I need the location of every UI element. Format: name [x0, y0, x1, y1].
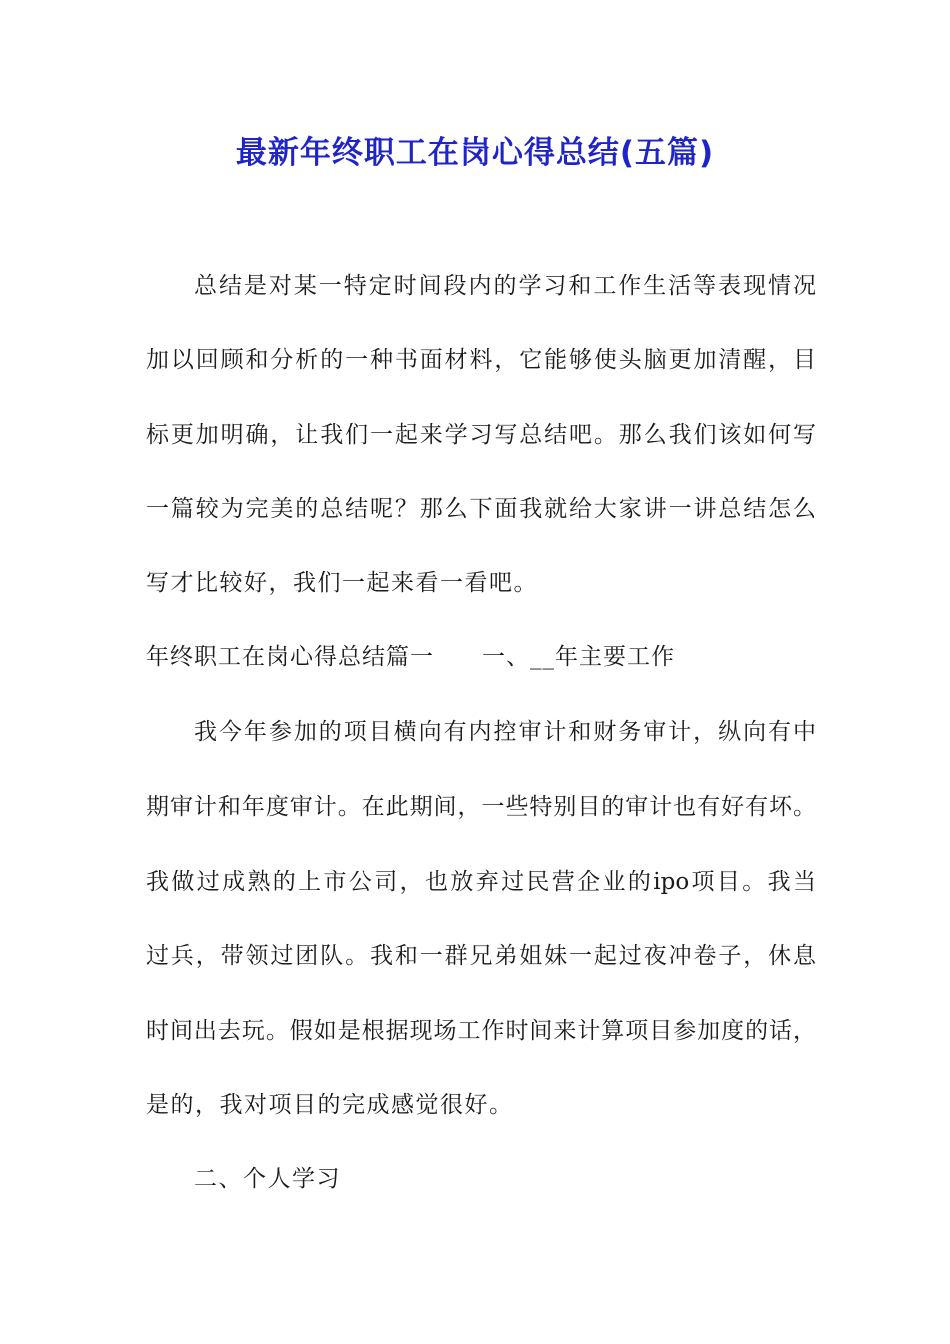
sub-heading-main-work: 一、__年主要工作 — [482, 644, 675, 670]
sub-heading-personal-study: 二、个人学习 — [194, 1166, 341, 1192]
body-line-1: 我今年参加的项目横向有内控审计和财务审计，纵向有中 — [194, 719, 816, 745]
intro-line-2: 加以回顾和分析的一种书面材料，它能够使头脑更加清醒，目 — [146, 347, 816, 373]
intro-line-4: 一篇较为完美的总结呢？那么下面我就给大家讲一讲总结怎么 — [146, 496, 816, 522]
intro-line-1: 总结是对某一特定时间段内的学习和工作生活等表现情况 — [194, 273, 816, 299]
intro-line-5: 写才比较好，我们一起来看一看吧。 — [146, 570, 538, 596]
body-line-3: 我做过成熟的上市公司，也放弃过民营企业的ipo项目。我当 — [146, 869, 816, 895]
section-heading-row — [146, 640, 846, 674]
section-heading: 年终职工在岗心得总结篇一 — [146, 644, 434, 670]
body-line-2: 期审计和年度审计。在此期间，一些特别目的审计也有好有坏。 — [146, 794, 816, 820]
document-title: 最新年终职工在岗心得总结(五篇) — [235, 135, 715, 171]
body-line-4: 过兵，带领过团队。我和一群兄弟姐妹一起过夜冲卷子，休息 — [146, 943, 816, 969]
body-line-6: 是的，我对项目的完成感觉很好。 — [146, 1092, 514, 1118]
intro-line-3: 标更加明确，让我们一起来学习写总结吧。那么我们该如何写 — [146, 422, 816, 448]
body-line-5: 时间出去玩。假如是根据现场工作时间来计算项目参加度的话， — [146, 1018, 816, 1044]
